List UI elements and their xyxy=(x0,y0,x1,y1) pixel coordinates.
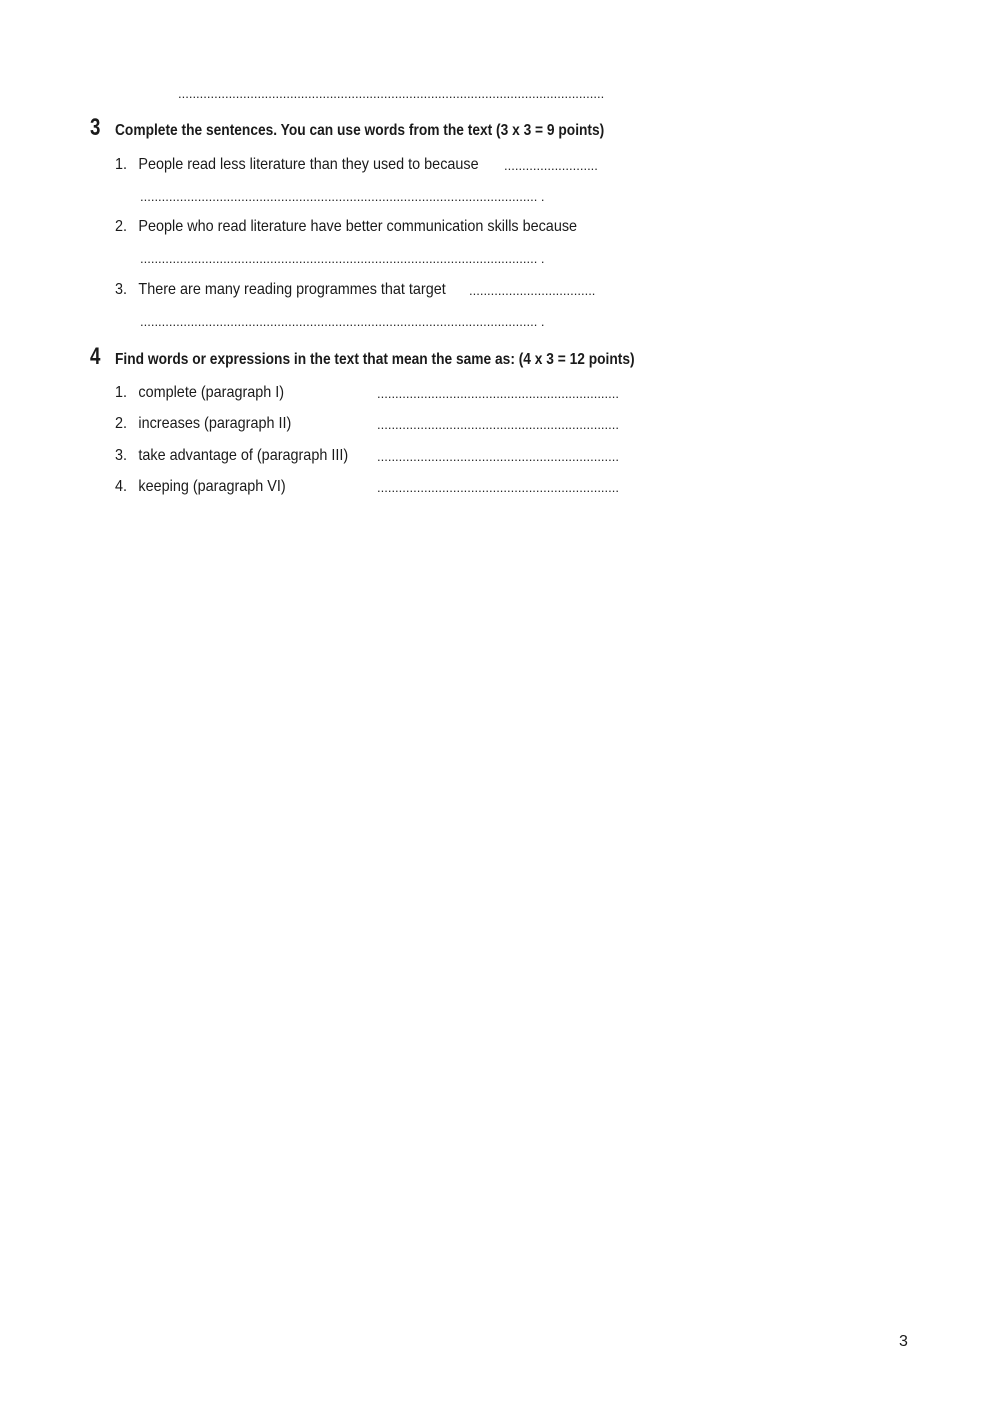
answer-line[interactable]: .......................... xyxy=(504,158,598,173)
question-number: 3 xyxy=(90,114,101,141)
answer-line[interactable]: ................................................................... xyxy=(377,480,619,495)
list-item xyxy=(115,156,479,174)
item-text: complete (paragraph I) xyxy=(138,384,285,401)
answer-line[interactable]: ...................................................................................................................... xyxy=(178,86,605,101)
item-number: 4. xyxy=(115,478,128,495)
item-text: People read less literature than they used to because xyxy=(138,156,479,173)
item-text: There are many reading programmes that target xyxy=(138,281,446,298)
answer-line[interactable]: ................................... xyxy=(469,283,596,298)
list-item xyxy=(115,281,446,299)
item-number: 3. xyxy=(115,281,128,298)
item-number: 2. xyxy=(115,218,128,235)
item-number: 2. xyxy=(115,415,128,432)
item-text: take advantage of (paragraph III) xyxy=(138,447,349,464)
item-number: 1. xyxy=(115,384,128,401)
page-number: 3 xyxy=(899,1333,908,1350)
item-text: increases (paragraph II) xyxy=(138,415,292,432)
question-title: Find words or expressions in the text that mean the same as: (4 x 3 = 12 points) xyxy=(115,351,635,368)
answer-line[interactable]: .............................................................................................................. . xyxy=(140,314,545,329)
list-item xyxy=(115,447,348,465)
answer-line[interactable]: ................................................................... xyxy=(377,417,619,432)
question-title: Complete the sentences. You can use words from the text (3 x 3 = 9 points) xyxy=(115,122,605,139)
list-item xyxy=(115,478,286,496)
answer-line[interactable]: .............................................................................................................. . xyxy=(140,189,545,204)
question-number: 4 xyxy=(90,343,101,370)
list-item xyxy=(115,384,284,402)
list-item xyxy=(115,415,291,433)
answer-line[interactable]: ................................................................... xyxy=(377,449,619,464)
answer-line[interactable]: .............................................................................................................. . xyxy=(140,251,545,266)
list-item xyxy=(115,218,577,236)
item-number: 1. xyxy=(115,156,128,173)
item-number: 3. xyxy=(115,447,128,464)
answer-line[interactable]: ................................................................... xyxy=(377,386,619,401)
item-text: keeping (paragraph VI) xyxy=(138,478,286,495)
item-text: People who read literature have better communication skills because xyxy=(138,218,578,235)
